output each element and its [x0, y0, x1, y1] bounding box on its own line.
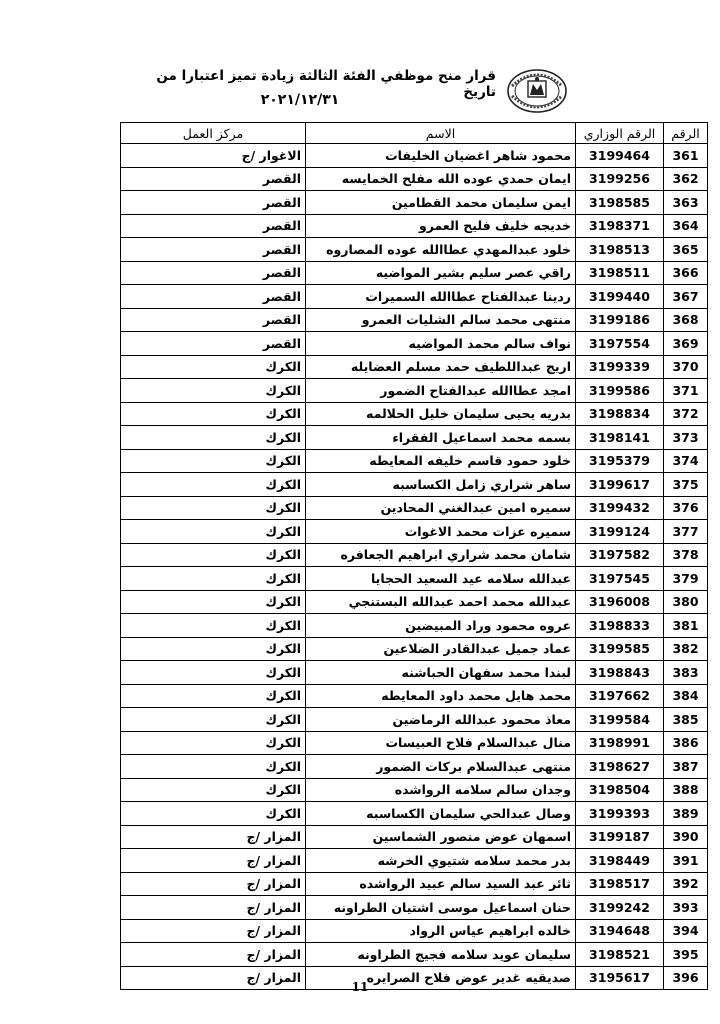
work-center-cell: المزار /ج	[121, 943, 306, 967]
serial-cell: 380	[664, 590, 708, 614]
table-row	[121, 144, 708, 168]
ministry-number-cell: 3198504	[576, 778, 664, 802]
serial-cell: 368	[664, 308, 708, 332]
work-center-cell: المزار /ج	[121, 919, 306, 943]
table-row	[121, 802, 708, 826]
table-row	[121, 379, 708, 403]
serial-cell: 389	[664, 802, 708, 826]
work-center-cell: القصر	[121, 214, 306, 238]
ministry-number-cell: 3198521	[576, 943, 664, 967]
table-row	[121, 355, 708, 379]
document-date: ٢٠٢١/١٢/٣١	[260, 92, 340, 108]
ministry-number-cell: 3197582	[576, 543, 664, 567]
ministry-number-cell: 3198449	[576, 849, 664, 873]
work-center-cell: الاغوار /ج	[121, 144, 306, 168]
ministry-number-cell: 3198513	[576, 238, 664, 262]
ministry-number-cell: 3199586	[576, 379, 664, 403]
serial-cell: 376	[664, 496, 708, 520]
ministry-number-cell: 3198141	[576, 426, 664, 450]
table-row	[121, 214, 708, 238]
table-row	[121, 943, 708, 967]
serial-cell: 369	[664, 332, 708, 356]
table-row	[121, 896, 708, 920]
serial-cell: 386	[664, 731, 708, 755]
document-title: قرار منح موظفي الفئة الثالثة زيادة تميز اعتبارا من تاريخ	[156, 68, 496, 100]
ministry-number-cell: 3197554	[576, 332, 664, 356]
ministry-number-cell: 3199432	[576, 496, 664, 520]
serial-cell: 377	[664, 520, 708, 544]
document-header	[0, 62, 720, 118]
serial-cell: 372	[664, 402, 708, 426]
employee-name-cell: بسمه محمد اسماعيل الفقراء	[306, 426, 576, 450]
ministry-number-cell: 3199187	[576, 825, 664, 849]
ministry-number-cell: 3199584	[576, 708, 664, 732]
employee-name-cell: اريج عبداللطيف حمد مسلم العضايله	[306, 355, 576, 379]
work-center-cell: القصر	[121, 261, 306, 285]
serial-cell: 366	[664, 261, 708, 285]
ministry-number-cell: 3198833	[576, 614, 664, 638]
table-row	[121, 520, 708, 544]
table-row	[121, 872, 708, 896]
table-row	[121, 590, 708, 614]
employee-name-cell: ردينا عبدالفتاح عطاالله السميرات	[306, 285, 576, 309]
work-center-cell: الكرك	[121, 661, 306, 685]
ministry-number-cell: 3199256	[576, 167, 664, 191]
employee-name-cell: خديجه خليف فليح العمرو	[306, 214, 576, 238]
table-row	[121, 426, 708, 450]
employee-name-cell: سميره امين عبدالغني المحادين	[306, 496, 576, 520]
table-row	[121, 919, 708, 943]
work-center-cell: الكرك	[121, 473, 306, 497]
column-header-work-center: مركز العمل	[121, 123, 306, 144]
column-header-ministry-no: الرقم الوزاري	[576, 123, 664, 144]
employee-name-cell: ساهر شراري زامل الكساسبه	[306, 473, 576, 497]
table-row	[121, 191, 708, 215]
ministry-number-cell: 3197545	[576, 567, 664, 591]
work-center-cell: الكرك	[121, 708, 306, 732]
table-row	[121, 661, 708, 685]
table-row	[121, 543, 708, 567]
work-center-cell: القصر	[121, 308, 306, 332]
work-center-cell: القصر	[121, 332, 306, 356]
serial-cell: 370	[664, 355, 708, 379]
work-center-cell: المزار /ج	[121, 825, 306, 849]
work-center-cell: الكرك	[121, 590, 306, 614]
page-number: 11	[351, 980, 369, 994]
ministry-number-cell: 3195379	[576, 449, 664, 473]
serial-cell: 388	[664, 778, 708, 802]
employee-name-cell: اسمهان عوض منصور الشماسين	[306, 825, 576, 849]
serial-cell: 382	[664, 637, 708, 661]
serial-cell: 392	[664, 872, 708, 896]
serial-cell: 387	[664, 755, 708, 779]
work-center-cell: القصر	[121, 285, 306, 309]
work-center-cell: الكرك	[121, 543, 306, 567]
serial-cell: 373	[664, 426, 708, 450]
work-center-cell: الكرك	[121, 402, 306, 426]
table-row	[121, 637, 708, 661]
table-row	[121, 402, 708, 426]
work-center-cell: الكرك	[121, 614, 306, 638]
employee-name-cell: ثائر عبد السيد سالم عبيد الرواشده	[306, 872, 576, 896]
work-center-cell: القصر	[121, 167, 306, 191]
serial-cell: 394	[664, 919, 708, 943]
table-row	[121, 614, 708, 638]
ministry-number-cell: 3198517	[576, 872, 664, 896]
employee-name-cell: عروه محمود وراد المبيضين	[306, 614, 576, 638]
work-center-cell: الكرك	[121, 755, 306, 779]
work-center-cell: الكرك	[121, 379, 306, 403]
serial-cell: 374	[664, 449, 708, 473]
employee-name-cell: منتهى عبدالسلام بركات الضمور	[306, 755, 576, 779]
work-center-cell: الكرك	[121, 355, 306, 379]
employee-name-cell: سليمان عويد سلامه فجيج الطراونه	[306, 943, 576, 967]
employee-name-cell: منال عبدالسلام فلاح العبيسات	[306, 731, 576, 755]
employee-name-cell: محمد هايل محمد داود المعايطه	[306, 684, 576, 708]
ministry-seal-icon	[506, 68, 568, 114]
ministry-number-cell: 3199464	[576, 144, 664, 168]
work-center-cell: الكرك	[121, 449, 306, 473]
serial-cell: 364	[664, 214, 708, 238]
table-row	[121, 473, 708, 497]
table-body	[121, 144, 708, 990]
serial-cell: 384	[664, 684, 708, 708]
employee-name-cell: خلود حمود قاسم خليفه المعايطه	[306, 449, 576, 473]
employee-name-cell: عبدالله محمد احمد عبدالله البستنجي	[306, 590, 576, 614]
serial-cell: 391	[664, 849, 708, 873]
serial-cell: 393	[664, 896, 708, 920]
work-center-cell: الكرك	[121, 802, 306, 826]
employee-name-cell: سميره عزات محمد الاغوات	[306, 520, 576, 544]
ministry-number-cell: 3199393	[576, 802, 664, 826]
serial-cell: 367	[664, 285, 708, 309]
serial-cell: 371	[664, 379, 708, 403]
table-row	[121, 238, 708, 262]
serial-cell: 381	[664, 614, 708, 638]
serial-cell: 395	[664, 943, 708, 967]
employee-name-cell: راقي عصر سليم بشير المواضيه	[306, 261, 576, 285]
ministry-number-cell: 3198627	[576, 755, 664, 779]
ministry-number-cell: 3199242	[576, 896, 664, 920]
employee-name-cell: بدريه يحيى سليمان خليل الحلالمه	[306, 402, 576, 426]
ministry-number-cell: 3199339	[576, 355, 664, 379]
table-row	[121, 755, 708, 779]
table-row	[121, 285, 708, 309]
serial-cell: 363	[664, 191, 708, 215]
ministry-number-cell: 3198585	[576, 191, 664, 215]
table-row	[121, 567, 708, 591]
table-row	[121, 261, 708, 285]
serial-cell: 362	[664, 167, 708, 191]
work-center-cell: الكرك	[121, 778, 306, 802]
employee-name-cell: عماد جميل عبدالقادر الضلاعين	[306, 637, 576, 661]
employee-name-cell: خلود عبدالمهدي عطاالله عوده المصاروه	[306, 238, 576, 262]
work-center-cell: المزار /ج	[121, 896, 306, 920]
employee-name-cell: شامان محمد شراري ابراهيم الجعافره	[306, 543, 576, 567]
work-center-cell: الكرك	[121, 520, 306, 544]
employee-name-cell: بدر محمد سلامه شتيوي الخرشه	[306, 849, 576, 873]
table-row	[121, 825, 708, 849]
serial-cell: 379	[664, 567, 708, 591]
ministry-number-cell: 3196008	[576, 590, 664, 614]
employee-name-cell: معاذ محمود عبدالله الرماضين	[306, 708, 576, 732]
serial-cell: 361	[664, 144, 708, 168]
table-header-row	[121, 123, 708, 144]
work-center-cell: الكرك	[121, 496, 306, 520]
column-header-name: الاسم	[306, 123, 576, 144]
ministry-number-cell: 3198511	[576, 261, 664, 285]
ministry-number-cell: 3198371	[576, 214, 664, 238]
employee-name-cell: صديقيه غدير عوض فلاح الصرايره	[306, 966, 576, 990]
table-row	[121, 332, 708, 356]
ministry-number-cell: 3194648	[576, 919, 664, 943]
ministry-number-cell: 3198843	[576, 661, 664, 685]
ministry-number-cell: 3199440	[576, 285, 664, 309]
table-row	[121, 966, 708, 990]
ministry-number-cell: 3195617	[576, 966, 664, 990]
table-row	[121, 731, 708, 755]
serial-cell: 378	[664, 543, 708, 567]
ministry-number-cell: 3197662	[576, 684, 664, 708]
employee-name-cell: ايمان حمدي عوده الله مفلح الخمايسه	[306, 167, 576, 191]
employee-name-cell: محمود شاهر اغضيان الخليفات	[306, 144, 576, 168]
employee-name-cell: ايمن سليمان محمد القطامين	[306, 191, 576, 215]
table-row	[121, 167, 708, 191]
table-row	[121, 496, 708, 520]
table-row	[121, 449, 708, 473]
work-center-cell: المزار /ج	[121, 966, 306, 990]
work-center-cell: القصر	[121, 191, 306, 215]
ministry-number-cell: 3199585	[576, 637, 664, 661]
employee-name-cell: وصال عبدالحي سليمان الكساسبه	[306, 802, 576, 826]
ministry-number-cell: 3199617	[576, 473, 664, 497]
table-row	[121, 308, 708, 332]
work-center-cell: الكرك	[121, 567, 306, 591]
employee-name-cell: لبندا محمد سفهان الحباشنه	[306, 661, 576, 685]
employee-name-cell: منتهى محمد سالم الشليات العمرو	[306, 308, 576, 332]
table-row	[121, 684, 708, 708]
employee-name-cell: امجد عطاالله عبدالفتاح الضمور	[306, 379, 576, 403]
ministry-number-cell: 3199124	[576, 520, 664, 544]
serial-cell: 383	[664, 661, 708, 685]
employee-name-cell: نواف سالم محمد المواضيه	[306, 332, 576, 356]
ministry-number-cell: 3198991	[576, 731, 664, 755]
employee-name-cell: عبدالله سلامه عيد السعيد الحجايا	[306, 567, 576, 591]
work-center-cell: الكرك	[121, 684, 306, 708]
ministry-number-cell: 3199186	[576, 308, 664, 332]
employee-name-cell: خالده ابراهيم عياس الرواد	[306, 919, 576, 943]
table-row	[121, 849, 708, 873]
work-center-cell: القصر	[121, 238, 306, 262]
column-header-serial: الرقم	[664, 123, 708, 144]
serial-cell: 390	[664, 825, 708, 849]
serial-cell: 396	[664, 966, 708, 990]
employee-table	[120, 122, 708, 990]
work-center-cell: الكرك	[121, 731, 306, 755]
work-center-cell: الكرك	[121, 637, 306, 661]
employee-name-cell: حنان اسماعيل موسى اشتيان الطراونه	[306, 896, 576, 920]
work-center-cell: المزار /ج	[121, 849, 306, 873]
serial-cell: 385	[664, 708, 708, 732]
serial-cell: 375	[664, 473, 708, 497]
table-row	[121, 778, 708, 802]
employee-name-cell: وجدان سالم سلامه الرواشده	[306, 778, 576, 802]
ministry-number-cell: 3198834	[576, 402, 664, 426]
work-center-cell: المزار /ج	[121, 872, 306, 896]
table-row	[121, 708, 708, 732]
serial-cell: 365	[664, 238, 708, 262]
work-center-cell: الكرك	[121, 426, 306, 450]
